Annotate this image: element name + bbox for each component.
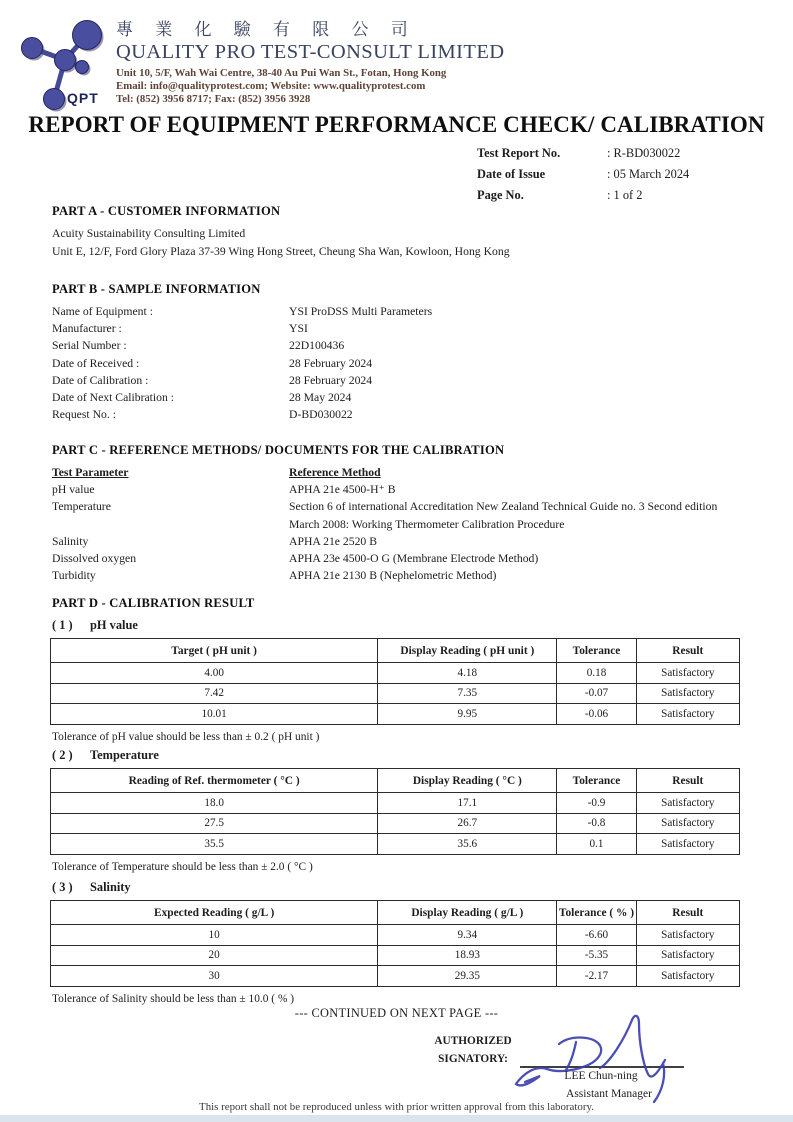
customer-name: Acuity Sustainability Consulting Limited bbox=[52, 227, 246, 240]
company-logo-icon bbox=[8, 10, 110, 114]
company-phone: Tel: (852) 3956 8717; Fax: (852) 3956 3928 bbox=[116, 93, 311, 106]
reference-header-row bbox=[52, 464, 742, 481]
sample-info-row bbox=[52, 406, 742, 423]
reading-cell: 9.95 bbox=[378, 704, 557, 725]
reference-method: APHA 21e 2520 B bbox=[289, 534, 377, 548]
reading-cell: 18.93 bbox=[378, 945, 557, 966]
salinity-tolerance-note: Tolerance of Salinity should be less than ± 10.0 ( % ) bbox=[52, 992, 295, 1005]
table-row bbox=[51, 663, 740, 684]
tolerance-cell: -6.60 bbox=[557, 925, 636, 946]
subsection-name: Salinity bbox=[90, 880, 131, 894]
salinity-calibration-table bbox=[50, 900, 740, 987]
part-d-heading: PART D - CALIBRATION RESULT bbox=[52, 596, 255, 610]
part-c-section bbox=[52, 443, 742, 584]
tolerance-cell: -0.06 bbox=[557, 704, 636, 725]
target-cell: 27.5 bbox=[51, 813, 378, 834]
part-d-section bbox=[52, 596, 742, 611]
temperature-subsection bbox=[52, 748, 742, 873]
report-number-value: : R-BD030022 bbox=[607, 146, 681, 160]
subsection-name: Temperature bbox=[90, 748, 159, 762]
part-c-heading: PART C - REFERENCE METHODS/ DOCUMENTS FOR THE CALIBRATION bbox=[52, 443, 505, 457]
result-cell: Satisfactory bbox=[636, 793, 739, 814]
tolerance-cell: -0.8 bbox=[557, 813, 636, 834]
test-parameter: Temperature bbox=[52, 500, 111, 514]
sample-info-row bbox=[52, 355, 742, 372]
target-cell: 35.5 bbox=[51, 834, 378, 855]
column-header: Result bbox=[636, 769, 739, 793]
result-cell: Satisfactory bbox=[636, 683, 739, 704]
field-value: YSI bbox=[289, 322, 308, 336]
reading-cell: 7.35 bbox=[378, 683, 557, 704]
reference-method-header: Reference Method bbox=[289, 466, 381, 479]
sample-info-row bbox=[52, 389, 742, 406]
table-row bbox=[51, 813, 740, 834]
scan-edge bbox=[0, 1115, 793, 1122]
subsection-number: ( 3 ) bbox=[52, 880, 73, 894]
reference-row bbox=[52, 533, 742, 550]
target-cell: 30 bbox=[51, 966, 378, 987]
subsection-number: ( 1 ) bbox=[52, 618, 73, 632]
test-parameter: Turbidity bbox=[52, 569, 96, 583]
target-cell: 7.42 bbox=[51, 683, 378, 704]
reference-method: APHA 21e 2130 B (Nephelometric Method) bbox=[289, 569, 497, 583]
page-number-value: : 1 of 2 bbox=[607, 187, 643, 202]
ph-calibration-table bbox=[50, 638, 740, 725]
table-row bbox=[51, 793, 740, 814]
salinity-subtitle bbox=[52, 880, 742, 895]
signatory-line: SIGNATORY: bbox=[438, 1053, 508, 1065]
salinity-subsection bbox=[52, 880, 742, 1005]
table-header-row bbox=[51, 769, 740, 793]
result-cell: Satisfactory bbox=[636, 945, 739, 966]
tolerance-cell: 0.1 bbox=[557, 834, 636, 855]
signatory-name: LEE Chun-ning bbox=[564, 1070, 638, 1082]
target-cell: 20 bbox=[51, 945, 378, 966]
field-label: Serial Number : bbox=[52, 339, 127, 353]
continued-on-next-page: --- CONTINUED ON NEXT PAGE --- bbox=[294, 1006, 499, 1020]
table-row bbox=[51, 966, 740, 987]
result-cell: Satisfactory bbox=[636, 813, 739, 834]
sample-info-row bbox=[52, 303, 742, 320]
reading-cell: 35.6 bbox=[378, 834, 557, 855]
sample-info-row bbox=[52, 337, 742, 354]
result-cell: Satisfactory bbox=[636, 704, 739, 725]
reference-method: APHA 23e 4500-O G (Membrane Electrode Method) bbox=[289, 552, 539, 566]
reference-row bbox=[52, 550, 742, 567]
reference-row bbox=[52, 567, 742, 584]
part-a-heading: PART A - CUSTOMER INFORMATION bbox=[52, 204, 281, 218]
reference-row bbox=[52, 481, 742, 498]
result-cell: Satisfactory bbox=[636, 966, 739, 987]
tolerance-cell: -2.17 bbox=[557, 966, 636, 987]
company-name-english: QUALITY PRO TEST-CONSULT LIMITED bbox=[116, 41, 505, 63]
field-value: 28 February 2024 bbox=[289, 356, 373, 370]
target-cell: 10.01 bbox=[51, 704, 378, 725]
disclaimer-text: This report shall not be reproduced unless with prior written approval from this laboratory. bbox=[199, 1101, 594, 1113]
field-value: YSI ProDSS Multi Parameters bbox=[289, 305, 433, 318]
field-label: Request No. : bbox=[52, 408, 116, 422]
target-cell: 10 bbox=[51, 925, 378, 946]
test-parameter-header: Test Parameter bbox=[52, 466, 129, 479]
column-header: Tolerance bbox=[557, 769, 636, 793]
column-header: Display Reading ( g/L ) bbox=[378, 901, 557, 925]
table-row bbox=[51, 704, 740, 725]
reading-cell: 4.18 bbox=[378, 663, 557, 684]
tolerance-cell: -5.35 bbox=[557, 945, 636, 966]
reference-method: Section 6 of international Accreditation New Zealand Technical Guide no. 3 Second edition March 2008: Working Thermometer Calibration Procedure bbox=[289, 500, 718, 531]
field-value: 28 February 2024 bbox=[289, 373, 373, 387]
reference-method: APHA 21e 4500-H⁺ B bbox=[289, 483, 396, 497]
field-value: 22D100436 bbox=[289, 339, 345, 353]
company-name-chinese: 專 業 化 驗 有 限 公 司 bbox=[116, 20, 417, 39]
tolerance-cell: -0.9 bbox=[557, 793, 636, 814]
target-cell: 4.00 bbox=[51, 663, 378, 684]
field-label: Date of Calibration : bbox=[52, 373, 149, 387]
temperature-tolerance-note: Tolerance of Temperature should be less than ± 2.0 ( °C ) bbox=[52, 860, 313, 873]
column-header: Display Reading ( pH unit ) bbox=[378, 639, 557, 663]
field-value: 28 May 2024 bbox=[289, 391, 352, 405]
report-info-row bbox=[477, 164, 689, 185]
ph-tolerance-note: Tolerance of pH value should be less than ± 0.2 ( pH unit ) bbox=[52, 730, 320, 743]
field-label: Manufacturer : bbox=[52, 322, 122, 336]
part-b-section bbox=[52, 282, 742, 423]
logo-text: QPT bbox=[67, 90, 99, 106]
temperature-calibration-table bbox=[50, 768, 740, 855]
field-label: Date of Next Calibration : bbox=[52, 391, 175, 405]
report-info-row bbox=[477, 185, 689, 206]
table-row bbox=[51, 925, 740, 946]
part-a-section bbox=[52, 204, 742, 261]
table-header-row bbox=[51, 639, 740, 663]
report-title: REPORT OF EQUIPMENT PERFORMANCE CHECK/ CALIBRATION bbox=[28, 112, 765, 137]
field-label: Date of Received : bbox=[52, 356, 140, 370]
signatory-title: Assistant Manager bbox=[566, 1088, 652, 1100]
company-address: Unit 10, 5/F, Wah Wai Centre, 38-40 Au Pui Wan St., Fotan, Hong Kong bbox=[116, 67, 447, 79]
subsection-name: pH value bbox=[90, 618, 138, 632]
column-header: Result bbox=[636, 901, 739, 925]
test-parameter: Salinity bbox=[52, 534, 89, 548]
ph-subsection bbox=[52, 618, 742, 743]
result-cell: Satisfactory bbox=[636, 925, 739, 946]
column-header: Tolerance bbox=[557, 639, 636, 663]
date-of-issue-label: Date of Issue bbox=[477, 166, 546, 181]
test-parameter: pH value bbox=[52, 483, 95, 497]
column-header: Reading of Ref. thermometer ( °C ) bbox=[51, 769, 378, 793]
field-value: D-BD030022 bbox=[289, 408, 353, 422]
field-label: Name of Equipment : bbox=[52, 305, 153, 318]
ph-subtitle bbox=[52, 618, 742, 633]
table-row bbox=[51, 945, 740, 966]
tolerance-cell: 0.18 bbox=[557, 663, 636, 684]
reading-cell: 17.1 bbox=[378, 793, 557, 814]
report-info-block bbox=[477, 143, 689, 205]
table-header-row bbox=[51, 901, 740, 925]
column-header: Result bbox=[636, 639, 739, 663]
result-cell: Satisfactory bbox=[636, 834, 739, 855]
table-row bbox=[51, 683, 740, 704]
authorized-signatory-label bbox=[433, 1032, 513, 1068]
sample-info-row bbox=[52, 320, 742, 337]
subsection-number: ( 2 ) bbox=[52, 748, 73, 762]
tolerance-cell: -0.07 bbox=[557, 683, 636, 704]
test-parameter: Dissolved oxygen bbox=[52, 552, 137, 566]
letterhead bbox=[116, 15, 504, 107]
customer-address: Unit E, 12/F, Ford Glory Plaza 37-39 Wing Hong Street, Cheung Sha Wan, Kowloon, Hong Kong bbox=[52, 245, 510, 258]
date-of-issue-value: : 05 March 2024 bbox=[607, 166, 690, 181]
part-b-heading: PART B - SAMPLE INFORMATION bbox=[52, 282, 261, 296]
table-row bbox=[51, 834, 740, 855]
reading-cell: 9.34 bbox=[378, 925, 557, 946]
authorized-line: AUTHORIZED bbox=[434, 1035, 512, 1047]
column-header: Expected Reading ( g/L ) bbox=[51, 901, 378, 925]
result-cell: Satisfactory bbox=[636, 663, 739, 684]
column-header: Target ( pH unit ) bbox=[51, 639, 378, 663]
target-cell: 18.0 bbox=[51, 793, 378, 814]
column-header: Tolerance ( % ) bbox=[557, 901, 636, 925]
column-header: Display Reading ( °C ) bbox=[378, 769, 557, 793]
reading-cell: 26.7 bbox=[378, 813, 557, 834]
reading-cell: 29.35 bbox=[378, 966, 557, 987]
page-number-label: Page No. bbox=[477, 187, 524, 202]
report-number-label: Test Report No. bbox=[477, 146, 561, 160]
company-contact: Email: info@qualityprotest.com; Website: www.qualityprotest.com bbox=[116, 80, 426, 93]
report-info-row bbox=[477, 143, 689, 164]
sample-info-row bbox=[52, 372, 742, 389]
reference-row bbox=[52, 498, 742, 532]
temperature-subtitle bbox=[52, 748, 742, 763]
